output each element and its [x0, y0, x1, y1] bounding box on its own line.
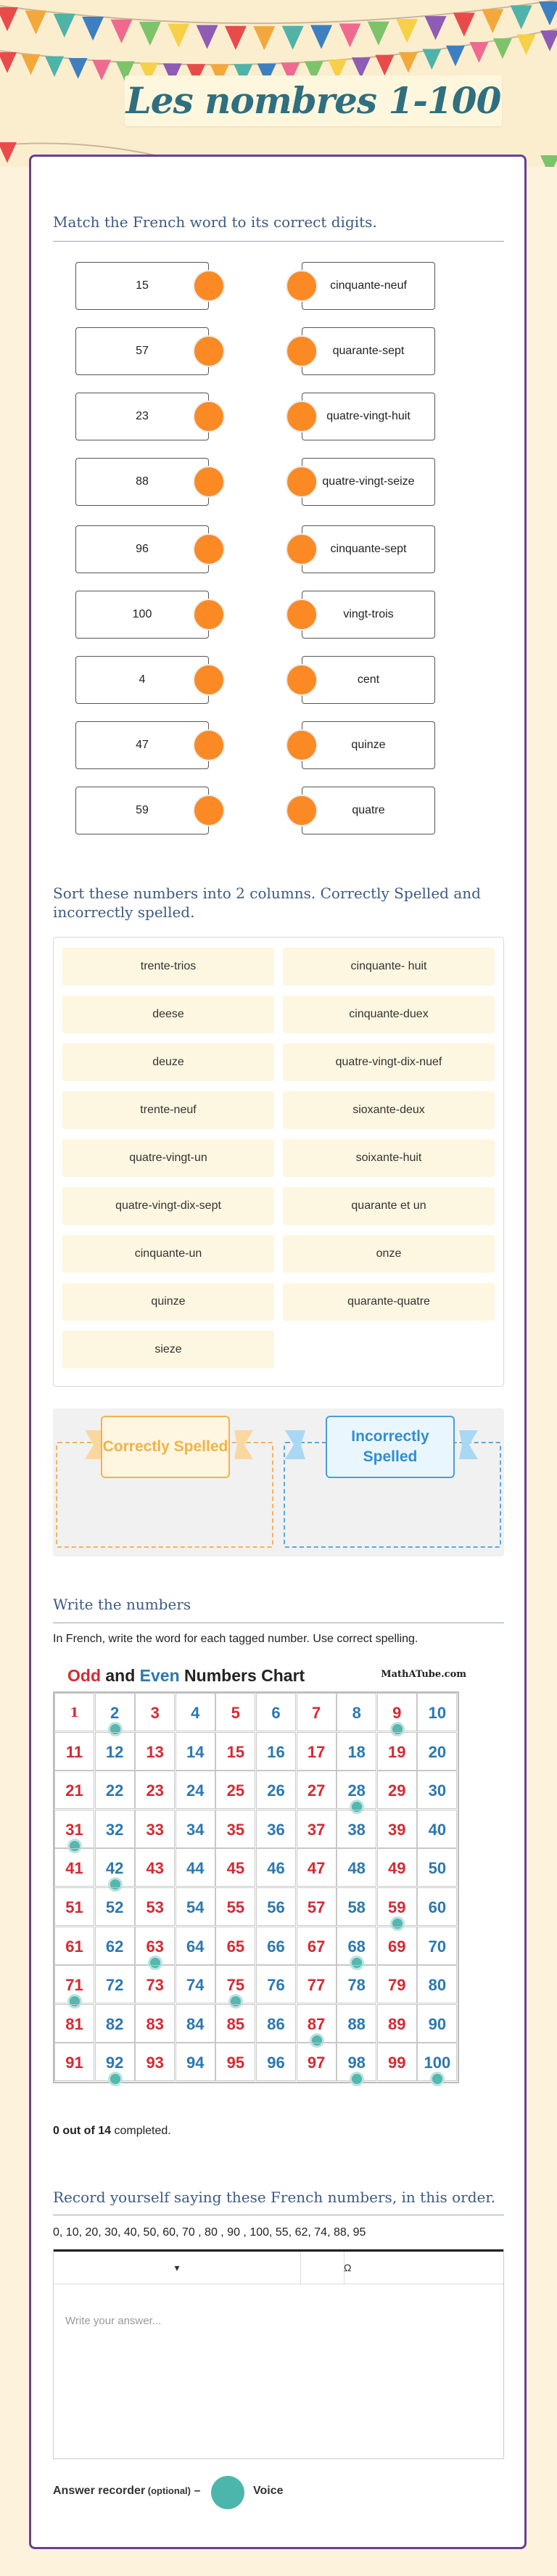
number-cell: 88	[337, 2004, 376, 2043]
number-cell: 8	[337, 1693, 376, 1731]
sort-item[interactable]: sioxante-deux	[283, 1091, 495, 1129]
answer-input[interactable]: Write your answer...	[65, 2315, 162, 2327]
bunting-flag	[482, 9, 503, 33]
title-plate	[125, 75, 502, 126]
chart-title-and: and	[101, 1666, 140, 1685]
number-cell: 34	[176, 1810, 215, 1848]
answer-table	[53, 2249, 504, 2459]
match-left-item[interactable]: 96	[75, 525, 209, 573]
match-left-item[interactable]: 100	[75, 591, 209, 639]
number-cell: 100	[417, 2043, 457, 2081]
match-right-item[interactable]: quatre	[302, 787, 435, 834]
number-cell: 45	[215, 1848, 255, 1887]
number-cell: 69	[377, 1927, 417, 1965]
recorder-optional-text: (optional)	[145, 2485, 191, 2496]
match-right-connector[interactable]	[286, 270, 318, 302]
match-right-item[interactable]: vingt-trois	[302, 591, 435, 639]
sort-item[interactable]: quatre-vingt-dix-sept	[62, 1187, 274, 1225]
match-right-connector[interactable]	[286, 795, 318, 826]
blank-cell	[300, 2252, 344, 2284]
match-left-item[interactable]: 88	[75, 458, 209, 506]
number-cell: 49	[377, 1848, 417, 1887]
dropdown-cell[interactable]	[54, 2252, 301, 2284]
match-left-item[interactable]: 15	[75, 262, 209, 310]
number-cell: 85	[215, 2004, 255, 2043]
bunting-flag	[493, 38, 512, 60]
number-cell: 52	[95, 1887, 135, 1926]
number-cell: 50	[417, 1848, 457, 1887]
answer-table-header	[54, 2249, 503, 2284]
number-cell: 7	[297, 1693, 337, 1731]
sort-item[interactable]: sieze	[62, 1331, 274, 1369]
number-cell: 72	[95, 1965, 135, 2003]
sort-item[interactable]: onze	[283, 1235, 495, 1273]
bunting-flag	[0, 52, 17, 73]
bunting-flag	[110, 20, 132, 44]
match-left-connector[interactable]	[193, 729, 225, 761]
record-sequence: 0, 10, 20, 30, 40, 50, 60, 70 , 80 , 90 , 100, 55, 62, 74, 88, 95	[53, 2226, 366, 2239]
number-cell: 47	[297, 1848, 337, 1887]
progress-text	[53, 2125, 171, 2138]
match-left-connector[interactable]	[193, 401, 225, 432]
number-cell: 40	[417, 1810, 457, 1848]
number-cell: 19	[377, 1732, 417, 1771]
number-cell: 71	[54, 1965, 94, 2003]
number-cell: 16	[256, 1732, 296, 1771]
number-cell: 29	[377, 1771, 417, 1809]
omega-icon: Ω	[344, 2262, 352, 2273]
record-title: Record yourself saying these French numbers, in this order.	[53, 2189, 496, 2206]
bunting-flag	[539, 1, 557, 25]
match-left-item[interactable]: 57	[75, 327, 209, 375]
number-cell: 56	[256, 1887, 296, 1926]
recorder-label-text: Answer recorder	[53, 2485, 146, 2497]
bunting-flag	[310, 25, 332, 49]
number-cell: 42	[95, 1848, 135, 1887]
sort-item[interactable]: trente-neuf	[62, 1091, 274, 1129]
correct-bucket-label: Correctly Spelled	[101, 1416, 230, 1478]
bunting-flag	[425, 16, 447, 40]
bunting-flag	[339, 23, 360, 47]
special-char-cell[interactable]	[344, 2252, 505, 2284]
match-left-item[interactable]: 59	[75, 787, 209, 834]
number-cell: 5	[215, 1693, 255, 1731]
number-cell: 1	[54, 1693, 94, 1731]
number-cell: 36	[256, 1810, 296, 1848]
voice-label: Voice	[253, 2485, 284, 2497]
number-cell: 48	[337, 1848, 376, 1887]
number-cell: 17	[297, 1732, 337, 1771]
match-left-item[interactable]: 47	[75, 721, 209, 769]
number-cell: 4	[176, 1693, 215, 1731]
sort-item[interactable]: cinquante- huit	[283, 948, 495, 985]
sort-item[interactable]: quarante et un	[283, 1187, 495, 1225]
number-cell: 80	[417, 1965, 457, 2003]
number-cell: 26	[256, 1771, 296, 1809]
number-cell: 3	[135, 1693, 175, 1731]
match-right-connector[interactable]	[286, 335, 318, 367]
match-left-connector[interactable]	[193, 533, 225, 565]
bunting-flag	[139, 22, 161, 46]
number-cell: 97	[297, 2043, 337, 2081]
sort-buckets	[53, 1408, 504, 1556]
sort-items-area	[53, 937, 504, 1387]
number-cell: 62	[95, 1927, 135, 1965]
number-cell: 65	[215, 1927, 255, 1965]
number-cell: 43	[135, 1848, 175, 1887]
bunting-flag	[422, 49, 441, 70]
match-right-connector[interactable]	[286, 401, 318, 432]
number-cell: 21	[54, 1771, 94, 1809]
number-cell: 93	[135, 2043, 175, 2081]
number-cell: 18	[337, 1732, 376, 1771]
number-cell: 15	[215, 1732, 255, 1771]
chevron-down-icon: ▾	[174, 2262, 180, 2273]
sort-item[interactable]: quatre-vingt-dix-nuef	[283, 1043, 495, 1081]
bunting-flag	[511, 5, 532, 29]
number-cell: 58	[337, 1887, 376, 1926]
number-cell: 35	[215, 1810, 255, 1848]
number-cell: 95	[215, 2043, 255, 2081]
number-cell: 92	[95, 2043, 135, 2081]
number-cell: 99	[377, 2043, 417, 2081]
number-cell: 91	[54, 2043, 94, 2081]
number-cell: 22	[95, 1771, 135, 1809]
number-cell: 82	[95, 2004, 135, 2043]
chart-title-even: Even	[139, 1666, 180, 1685]
number-cell: 84	[176, 2004, 215, 2043]
bunting-flag	[82, 17, 104, 41]
bunting-flag	[540, 155, 557, 167]
match-right-connector[interactable]	[286, 664, 318, 696]
number-cell: 70	[417, 1927, 457, 1965]
write-instruction: In French, write the word for each tagged number. Use correct spelling.	[53, 1633, 418, 1645]
number-cell: 6	[256, 1693, 296, 1731]
number-cell: 2	[95, 1693, 135, 1731]
number-cell: 31	[54, 1810, 94, 1848]
match-left-connector[interactable]	[193, 466, 225, 498]
incorrect-bucket-label: Incorrectly Spelled	[326, 1416, 455, 1478]
bunting-flag	[54, 14, 75, 38]
number-cell: 30	[417, 1771, 457, 1809]
match-instruction: Match the French word to its correct digits.	[53, 213, 377, 231]
chart-title-rest: Numbers Chart	[179, 1666, 305, 1685]
number-cell: 66	[256, 1927, 296, 1965]
number-cell: 68	[337, 1927, 376, 1965]
number-cell: 41	[54, 1848, 94, 1887]
number-cell: 24	[176, 1771, 215, 1809]
number-cell: 54	[176, 1887, 215, 1926]
record-voice-button[interactable]	[211, 2476, 244, 2509]
bunting-flag	[0, 142, 17, 163]
sort-item[interactable]: cinquante-un	[62, 1235, 274, 1273]
sort-instruction: Sort these numbers into 2 columns. Correctly Spelled and incorrectly spelled.	[53, 885, 481, 921]
number-cell: 13	[135, 1732, 175, 1771]
number-cell: 39	[377, 1810, 417, 1848]
number-cell: 96	[256, 2043, 296, 2081]
match-right-item[interactable]: quarante-sept	[302, 327, 435, 375]
chart-title	[67, 1666, 305, 1686]
bunting-flag	[469, 42, 488, 63]
number-tag-hotspot[interactable]	[430, 2072, 445, 2086]
number-cell: 12	[95, 1732, 135, 1771]
bunting-flag	[540, 30, 557, 52]
number-cell: 74	[176, 1965, 215, 2003]
sort-item[interactable]: deuze	[62, 1043, 274, 1081]
number-cell: 64	[176, 1927, 215, 1965]
bunting-flag	[92, 60, 111, 81]
number-cell: 46	[256, 1848, 296, 1887]
number-grid	[53, 1691, 459, 2083]
bunting-flag	[399, 52, 418, 73]
match-left-connector[interactable]	[193, 270, 225, 302]
number-cell: 44	[176, 1848, 215, 1887]
match-right-item[interactable]: cinquante-neuf	[302, 262, 435, 310]
number-cell: 23	[135, 1771, 175, 1809]
number-cell: 89	[377, 2004, 417, 2043]
bunting-flag	[45, 56, 64, 77]
number-cell: 25	[215, 1771, 255, 1809]
bunting-flag	[25, 11, 46, 35]
worksheet-card	[29, 155, 527, 2549]
number-cell: 98	[337, 2043, 376, 2081]
match-left-connector[interactable]	[193, 599, 225, 631]
number-cell: 86	[256, 2004, 296, 2043]
number-cell: 79	[377, 1965, 417, 2003]
number-cell: 73	[135, 1965, 175, 2003]
bunting-flag	[253, 26, 275, 50]
match-right-connector[interactable]	[286, 533, 318, 565]
page-title: Les nombres 1-100	[125, 79, 501, 122]
match-right-item[interactable]: quatre-vingt-seize	[302, 458, 435, 506]
match-left-connector[interactable]	[193, 335, 225, 367]
number-cell: 33	[135, 1810, 175, 1848]
bunting-flag	[516, 34, 535, 55]
match-right-connector[interactable]	[286, 729, 318, 761]
progress-count: 0 out of 14	[53, 2125, 112, 2137]
match-left-connector[interactable]	[193, 795, 225, 826]
number-cell: 83	[135, 2004, 175, 2043]
bunting-flag	[225, 26, 247, 50]
number-cell: 59	[377, 1887, 417, 1926]
match-left-item[interactable]: 23	[75, 393, 209, 440]
bunting-flag	[69, 58, 88, 79]
bunting-flag	[446, 46, 465, 67]
sort-item[interactable]: quinze	[62, 1283, 274, 1321]
bunting-flag	[22, 54, 41, 75]
number-cell: 63	[135, 1927, 175, 1965]
number-cell: 9	[377, 1693, 417, 1731]
bunting-flag	[368, 22, 389, 46]
number-cell: 76	[256, 1965, 296, 2003]
number-cell: 53	[135, 1887, 175, 1926]
number-cell: 57	[297, 1887, 337, 1926]
number-cell: 75	[215, 1965, 255, 2003]
bunting-flag	[197, 25, 218, 49]
match-right-connector[interactable]	[286, 466, 318, 498]
number-cell: 20	[417, 1732, 457, 1771]
number-cell: 77	[297, 1965, 337, 2003]
number-cell: 90	[417, 2004, 457, 2043]
sort-item[interactable]: cinquante-duex	[283, 996, 495, 1033]
progress-suffix: completed.	[111, 2125, 171, 2137]
sort-item[interactable]: soixante-huit	[283, 1139, 495, 1177]
match-left-connector[interactable]	[193, 664, 225, 696]
number-cell: 28	[337, 1771, 376, 1809]
sort-item[interactable]: trente-trios	[62, 948, 274, 985]
bunting-flag	[282, 26, 304, 50]
match-right-item[interactable]: quatre-vingt-huit	[302, 393, 435, 440]
sort-item[interactable]: deese	[62, 996, 274, 1033]
number-cell: 94	[176, 2043, 215, 2081]
bunting-flag	[396, 19, 418, 43]
bunting-flag	[453, 13, 475, 37]
match-left-item[interactable]: 4	[75, 656, 209, 704]
number-cell: 11	[54, 1732, 94, 1771]
number-cell: 55	[215, 1887, 255, 1926]
number-cell: 78	[337, 1965, 376, 2003]
recorder-dash: –	[191, 2485, 201, 2497]
divider	[53, 241, 504, 242]
number-cell: 37	[297, 1810, 337, 1848]
match-right-item[interactable]: cinquante-sept	[302, 525, 435, 573]
bunting-flag	[375, 55, 394, 76]
write-title: Write the numbers	[53, 1596, 191, 1613]
number-cell: 14	[176, 1732, 215, 1771]
answer-recorder-label	[53, 2485, 200, 2498]
number-tag-hotspot[interactable]	[350, 2072, 364, 2086]
sort-item[interactable]: quatre-vingt-un	[62, 1139, 274, 1177]
bunting-flag	[168, 24, 189, 48]
sort-item[interactable]: quarante-quatre	[283, 1283, 495, 1321]
number-tag-hotspot[interactable]	[108, 2072, 123, 2086]
number-cell: 61	[54, 1927, 94, 1965]
number-cell: 67	[297, 1927, 337, 1965]
number-cell: 38	[337, 1810, 376, 1848]
number-cell: 10	[417, 1693, 457, 1731]
number-cell: 51	[54, 1887, 94, 1926]
odd-even-chart	[53, 1666, 488, 2087]
match-right-item[interactable]: quinze	[302, 721, 435, 769]
number-cell: 81	[54, 2004, 94, 2043]
number-cell: 32	[95, 1810, 135, 1848]
number-cell: 27	[297, 1771, 337, 1809]
bunting-flag	[0, 7, 18, 31]
header-banner	[0, 0, 557, 167]
number-cell: 60	[417, 1887, 457, 1926]
chart-brand: MathATube.com	[381, 1669, 466, 1680]
match-right-connector[interactable]	[286, 599, 318, 631]
number-cell: 87	[297, 2004, 337, 2043]
chart-title-odd: Odd	[67, 1666, 101, 1685]
match-right-item[interactable]: cent	[302, 656, 435, 704]
